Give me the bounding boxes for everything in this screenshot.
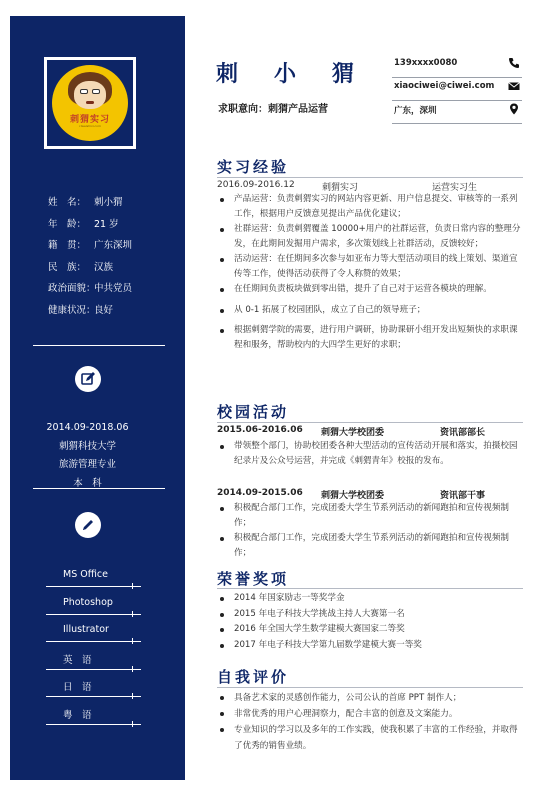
logo-text: 刺猬实习 (69, 115, 110, 125)
internship-company: 刺猬实习 (322, 183, 359, 193)
list-item: 非常优秀的用户心理洞察力，配合丰富的创意及文案能力。 (220, 706, 522, 722)
list-item: 活动运营：在任期间多次参与如亚布力等大型活动项目的线上策划、渠道宣传等工作，使得活动获得了令人称赞的效果； (220, 252, 522, 282)
list-item: 专业知识的学习以及多年的工作实践，使我积累了丰富的工作经验，并取得了优秀的销售业绩。 (220, 722, 522, 754)
skill-item: MS Office (46, 568, 141, 596)
info-row-hometown: 籍 贯： 广东深圳 (48, 240, 133, 251)
list-item: 从 0-1 拓展了校园团队，成立了自己的领导班子； (220, 303, 522, 318)
internship-period: 2016.09-2016.12 (217, 180, 295, 190)
campus-org: 刺猬大学校团委 (321, 491, 385, 501)
list-item: 具备艺术家的灵感创作能力，公司公认的首席 PPT 制作人； (220, 690, 522, 706)
phone-icon (508, 57, 520, 69)
info-row-ethnicity: 民 族： 汉族 (48, 261, 114, 273)
list-item: 2015 年电子科技大学挑战主持人大赛第一名 (220, 607, 522, 623)
mail-icon (508, 80, 520, 92)
info-row-political: 政治面貌：中共党员 (48, 283, 133, 294)
campus-divider (217, 422, 523, 423)
internship-role: 运营实习生 (432, 183, 478, 193)
skill-item: 英 语 (46, 651, 141, 679)
contact-phone: 139xxxx0080 (392, 55, 522, 78)
info-row-name: 姓 名： 刺小猬 (48, 197, 123, 208)
logo-subtext: ciweishixi.com (79, 124, 101, 128)
list-item: 2014 年国家励志一等奖学金 (220, 591, 522, 607)
campus-list-1 (220, 439, 522, 469)
list-item: 2016 年全国大学生数学建模大赛国家二等奖 (220, 622, 522, 638)
contact-email: xiaociwei@ciwei.com (392, 78, 522, 101)
location-pin-icon (508, 103, 520, 115)
info-row-age: 年 龄： 21 岁 (48, 218, 119, 230)
honors-list (220, 591, 522, 653)
skill-item: 粤 语 (46, 706, 141, 734)
internship-title: 实习经验 (217, 158, 290, 176)
list-item: 产品运营：负责刺猬实习的网站内容更新、用户信息提交、审核等的一系列工作，根据用户反馈意见提出产品优化建议； (220, 192, 522, 222)
skill-item: Illustrator (46, 623, 141, 651)
campus-period: 2015.06-2016.06 (217, 425, 303, 435)
internship-divider (217, 177, 523, 178)
list-item: 根据刺猬学院的需要，进行用户调研，协助课研小组开发出短频快的求职课程和服务，帮助校内的大四学生更好的求职； (220, 323, 522, 353)
internship-list (220, 192, 522, 353)
list-item: 社群运营：负责刺猬覆盖 10000+用户的社群运营，负责日常内容的整理分发，在此期间发掘用户需求，多次策划线上社群活动，反馈较好； (220, 222, 522, 252)
campus-title: 校园活动 (217, 403, 290, 421)
self-eval-title: 自我评价 (217, 668, 290, 686)
education-degree: 本 科 (73, 477, 102, 489)
honors-title: 荣誉奖项 (217, 570, 290, 588)
contact-location: 广东，深圳 (392, 101, 522, 124)
campus-list-2 (220, 501, 522, 561)
campus-org: 刺猬大学校团委 (321, 428, 385, 438)
skill-item: Photoshop (46, 596, 141, 624)
education-period: 2014.09-2018.06 (46, 422, 129, 433)
job-intent: 求职意向：刺猬产品运营 (218, 104, 328, 115)
list-item: 积极配合部门工作，完成团委大学生节系列活动的新闻跑拍和宣传视频制作； (220, 501, 522, 531)
skill-item: 日 语 (46, 678, 141, 706)
self-eval-list (220, 690, 522, 754)
campus-role: 资讯部干事 (440, 491, 486, 501)
self-eval-divider (217, 687, 523, 688)
list-item: 在任期间负责板块做到零出错，提升了自己对于运营各模块的理解。 (220, 282, 522, 297)
campus-period: 2014.09-2015.06 (217, 488, 303, 498)
education-school: 刺猬科技大学 (58, 440, 116, 452)
info-row-health: 健康状况：良好 (48, 304, 114, 316)
contact-block (392, 55, 522, 124)
list-item: 带领整个部门，协助校团委各种大型活动的宣传活动开展和落实，拍摄校园纪录片及公众号运营，并完成《刺猬青年》校报的发布。 (220, 439, 522, 469)
education-major: 旅游管理专业 (58, 459, 116, 471)
candidate-name: 刺小猬 (216, 61, 391, 87)
list-item: 2017 年电子科技大学第九届数学建模大赛一等奖 (220, 638, 522, 654)
honors-divider (217, 588, 523, 589)
list-item: 积极配合部门工作，完成团委大学生节系列活动的新闻跑拍和宣传视频制作； (220, 531, 522, 561)
campus-role: 资讯部部长 (440, 428, 486, 438)
